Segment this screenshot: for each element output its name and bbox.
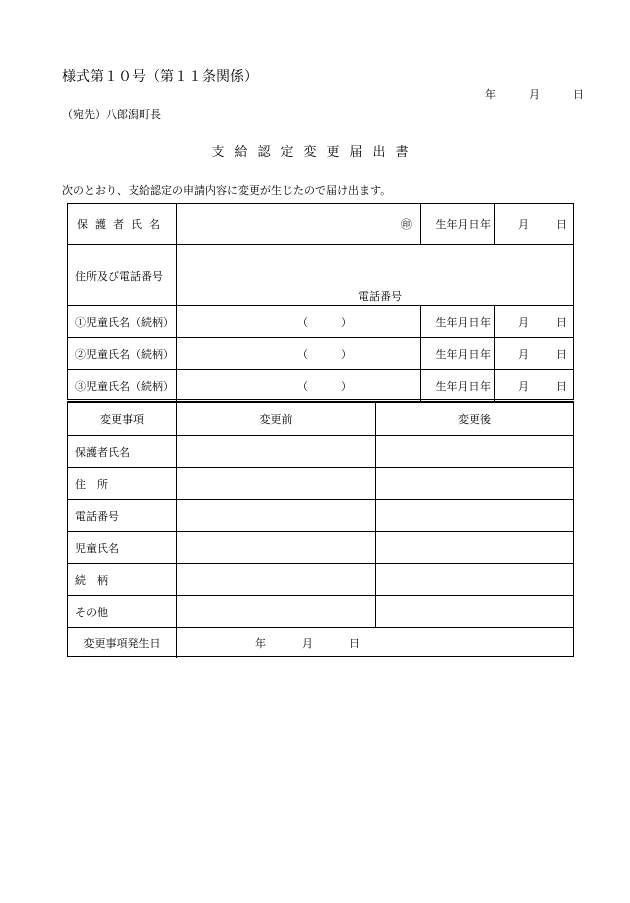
seal-mark: ㊞ bbox=[401, 218, 412, 231]
child-label-1: ①児童氏名（続柄） bbox=[75, 316, 174, 329]
after-field[interactable] bbox=[375, 500, 573, 532]
phone-label: 電話番号 bbox=[358, 290, 402, 303]
ymd-year: 年 bbox=[480, 380, 491, 393]
change-row bbox=[68, 499, 573, 532]
before-field[interactable] bbox=[176, 532, 375, 564]
occ-month: 月 bbox=[302, 637, 313, 650]
occurrence-date-field[interactable] bbox=[176, 628, 573, 658]
child-row-3 bbox=[68, 369, 573, 402]
change-item-label: 住 所 bbox=[75, 478, 108, 491]
child-label-3: ③児童氏名（続柄） bbox=[75, 380, 174, 393]
date-year: 年 bbox=[485, 88, 496, 101]
ymd-day: 日 bbox=[556, 218, 567, 231]
header-item: 変更事項 bbox=[100, 413, 144, 426]
before-field[interactable] bbox=[176, 564, 375, 596]
before-field[interactable] bbox=[176, 436, 375, 468]
page-title: 支給認定変更届出書 bbox=[211, 145, 419, 160]
date-month: 月 bbox=[529, 88, 540, 101]
address-field[interactable] bbox=[176, 245, 573, 306]
after-field[interactable] bbox=[375, 436, 573, 468]
ymd-year: 年 bbox=[480, 316, 491, 329]
address-label: 住所及び電話番号 bbox=[75, 269, 163, 283]
change-header-row bbox=[68, 403, 573, 435]
child-birth-label-3: 生年月日 bbox=[420, 370, 494, 402]
child-row-1 bbox=[68, 305, 573, 338]
after-field[interactable] bbox=[375, 532, 573, 564]
change-item-label: 続 柄 bbox=[75, 574, 108, 587]
occ-year: 年 bbox=[255, 637, 266, 650]
after-field[interactable] bbox=[375, 468, 573, 500]
change-row bbox=[68, 467, 573, 500]
relation-close-3: ） bbox=[341, 380, 352, 393]
occ-day: 日 bbox=[349, 637, 360, 650]
child-name-field-1[interactable] bbox=[176, 306, 420, 338]
change-row bbox=[68, 595, 573, 628]
relation-close-2: ） bbox=[341, 348, 352, 361]
change-item-label: 保護者氏名 bbox=[75, 446, 130, 459]
ymd-day: 日 bbox=[556, 348, 567, 361]
guardian-label: 保護者氏名 bbox=[77, 218, 167, 231]
before-field[interactable] bbox=[176, 500, 375, 532]
ymd-year: 年 bbox=[480, 348, 491, 361]
address-row bbox=[68, 244, 573, 306]
change-row bbox=[68, 531, 573, 564]
applicant-table bbox=[67, 203, 574, 400]
child-row-2 bbox=[68, 337, 573, 370]
ymd-month: 月 bbox=[518, 380, 529, 393]
after-field[interactable] bbox=[375, 596, 573, 628]
intro-text: 次のとおり、支給認定の申請内容に変更が生じたので届け出ます。 bbox=[62, 184, 392, 197]
child-birth-field-3[interactable] bbox=[480, 370, 573, 402]
child-birth-label-2: 生年月日 bbox=[420, 338, 494, 370]
child-label-2: ②児童氏名（続柄） bbox=[75, 348, 174, 361]
submission-date bbox=[485, 86, 584, 102]
form-number: 様式第１０号（第１１条関係） bbox=[62, 69, 258, 85]
child-name-field-2[interactable] bbox=[176, 338, 420, 370]
before-field[interactable] bbox=[176, 468, 375, 500]
guardian-name-field[interactable] bbox=[176, 204, 420, 244]
date-day: 日 bbox=[573, 88, 584, 101]
child-name-field-3[interactable] bbox=[176, 370, 420, 402]
ymd-year: 年 bbox=[480, 218, 491, 231]
after-field[interactable] bbox=[375, 564, 573, 596]
child-birth-field-1[interactable] bbox=[480, 306, 573, 338]
ymd-day: 日 bbox=[556, 316, 567, 329]
ymd-month: 月 bbox=[518, 316, 529, 329]
change-row bbox=[68, 435, 573, 468]
child-birth-field-2[interactable] bbox=[480, 338, 573, 370]
change-table bbox=[67, 401, 574, 657]
change-item-label: その他 bbox=[75, 606, 108, 619]
child-birth-label-1: 生年月日 bbox=[420, 306, 494, 338]
occurrence-row bbox=[68, 627, 573, 658]
relation-open-3: （ bbox=[297, 380, 308, 393]
guardian-row bbox=[68, 204, 573, 244]
before-field[interactable] bbox=[176, 596, 375, 628]
ymd-day: 日 bbox=[556, 380, 567, 393]
ymd-month: 月 bbox=[518, 348, 529, 361]
occurrence-label: 変更事項発生日 bbox=[83, 637, 161, 650]
ymd-month: 月 bbox=[518, 218, 529, 231]
header-after: 変更後 bbox=[375, 403, 573, 435]
guardian-birth-field[interactable] bbox=[480, 204, 573, 244]
change-row bbox=[68, 563, 573, 596]
relation-open-1: （ bbox=[297, 316, 308, 329]
relation-open-2: （ bbox=[297, 348, 308, 361]
addressee: （宛先）八郎潟町長 bbox=[62, 108, 161, 121]
relation-close-1: ） bbox=[341, 316, 352, 329]
header-before: 変更前 bbox=[176, 403, 375, 435]
change-item-label: 児童氏名 bbox=[75, 542, 119, 555]
guardian-birth-label: 生年月日 bbox=[420, 204, 494, 244]
change-item-label: 電話番号 bbox=[75, 510, 119, 523]
